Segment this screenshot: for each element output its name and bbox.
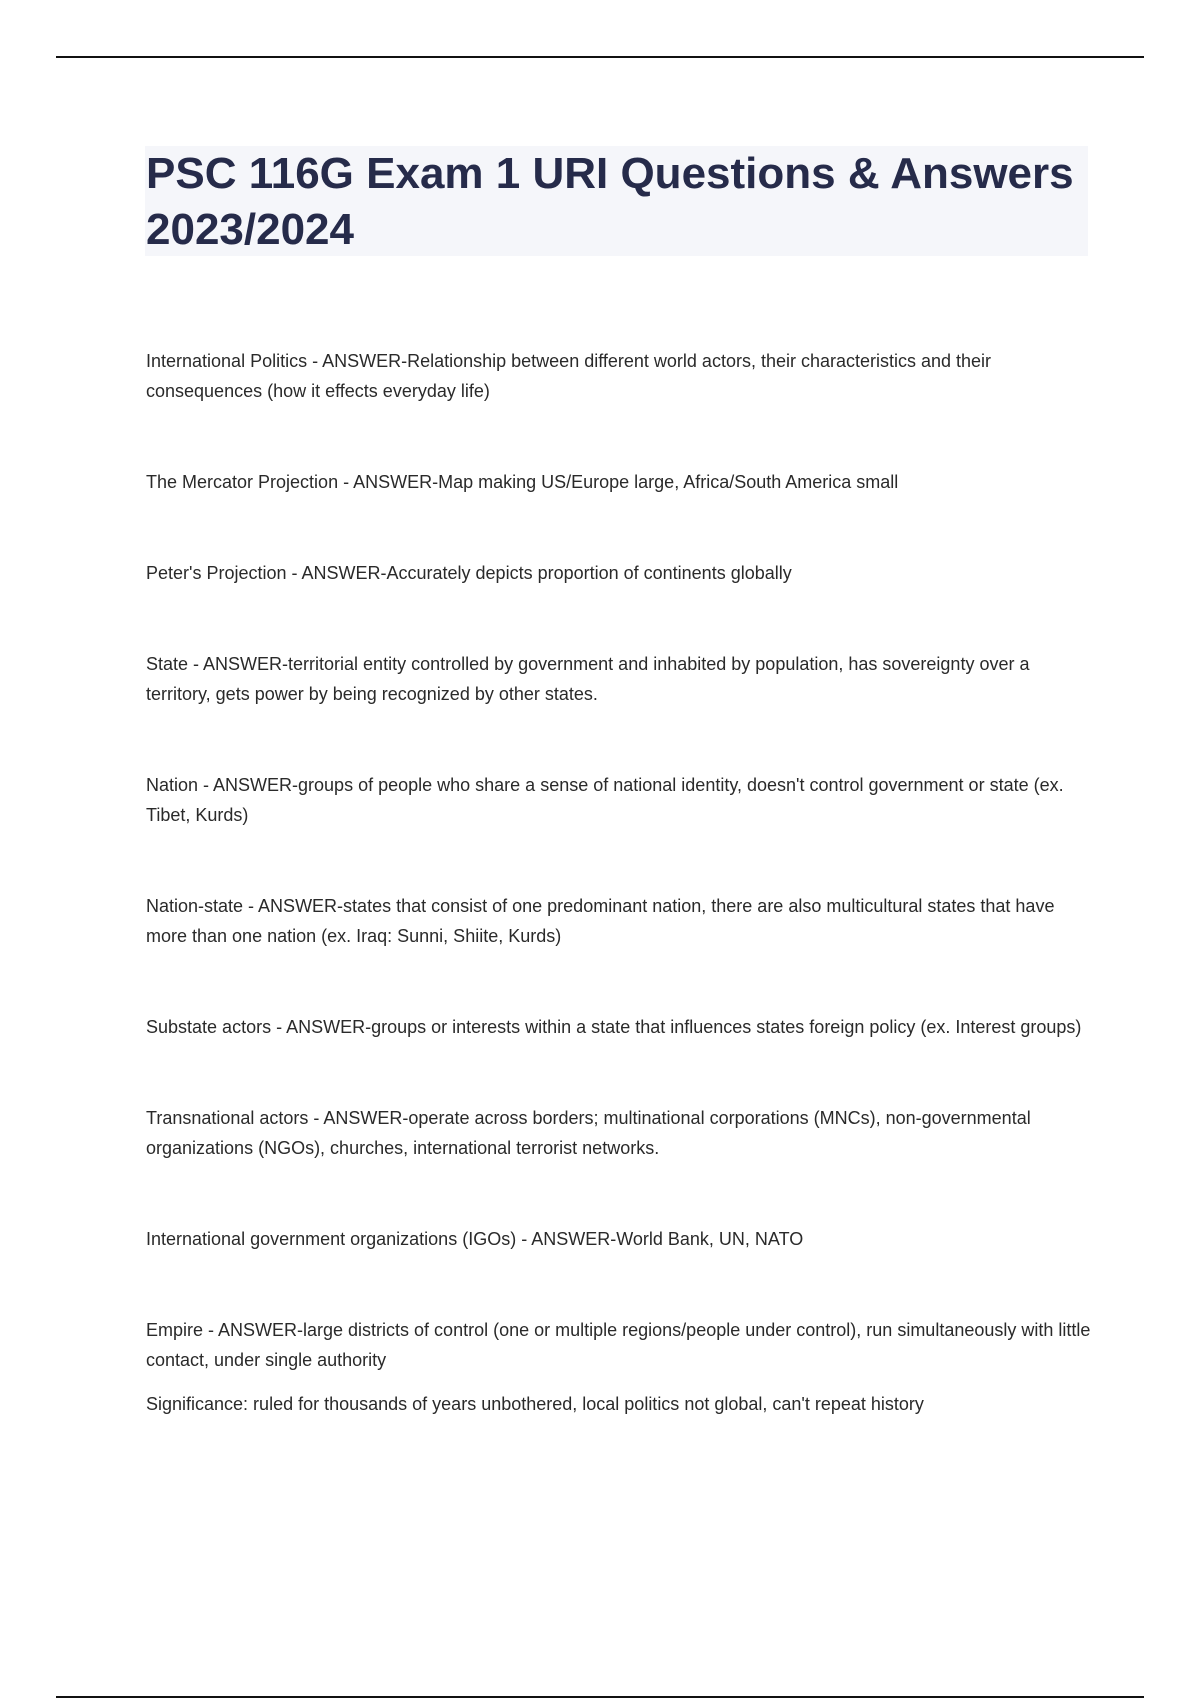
qa-entry-igos: International government organizations (IGOs) - ANSWER-World Bank, UN, NATO: [146, 1229, 804, 1249]
qa-entry-peters-projection: Peter's Projection - ANSWER-Accurately depicts proportion of continents globally: [146, 563, 792, 583]
document-title: PSC 116G Exam 1 URI Questions & Answers 2023/2024: [146, 149, 1074, 254]
qa-entry-international-politics: International Politics - ANSWER-Relationship between different world actors, their characteristics and their consequences (how it effects everyday life): [146, 351, 992, 401]
qa-entry-transnational-actors: Transnational actors - ANSWER-operate across borders; multinational corporations (MNCs), non-governmental organizations (NGOs), churches, international terrorist networks.: [146, 1108, 1031, 1158]
qa-entry-nation-state: Nation-state - ANSWER-states that consist of one predominant nation, there are also multicultural states that have more than one nation (ex. Iraq: Sunni, Shiite, Kurds): [146, 896, 1055, 946]
qa-entry-mercator-projection: The Mercator Projection - ANSWER-Map making US/Europe large, Africa/South America small: [146, 472, 899, 492]
top-rule: [56, 56, 1144, 58]
qa-entry-nation: Nation - ANSWER-groups of people who share a sense of national identity, doesn't control government or state (ex. Tibet, Kurds): [146, 775, 1064, 825]
qa-entry-empire-significance: Significance: ruled for thousands of years unbothered, local politics not global, can't repeat history: [146, 1394, 924, 1414]
qa-list: [146, 346, 1091, 1480]
qa-entry-substate-actors: Substate actors - ANSWER-groups or interests within a state that influences states foreign policy (ex. Interest groups): [146, 1017, 1082, 1037]
bottom-rule: [56, 1696, 1144, 1698]
qa-entry-state: State - ANSWER-territorial entity controlled by government and inhabited by population, has sovereignty over a territory, gets power by being recognized by other states.: [146, 654, 1030, 704]
qa-entry-empire: Empire - ANSWER-large districts of control (one or multiple regions/people under control), run simultaneously with little contact, under single authority: [146, 1320, 1091, 1370]
